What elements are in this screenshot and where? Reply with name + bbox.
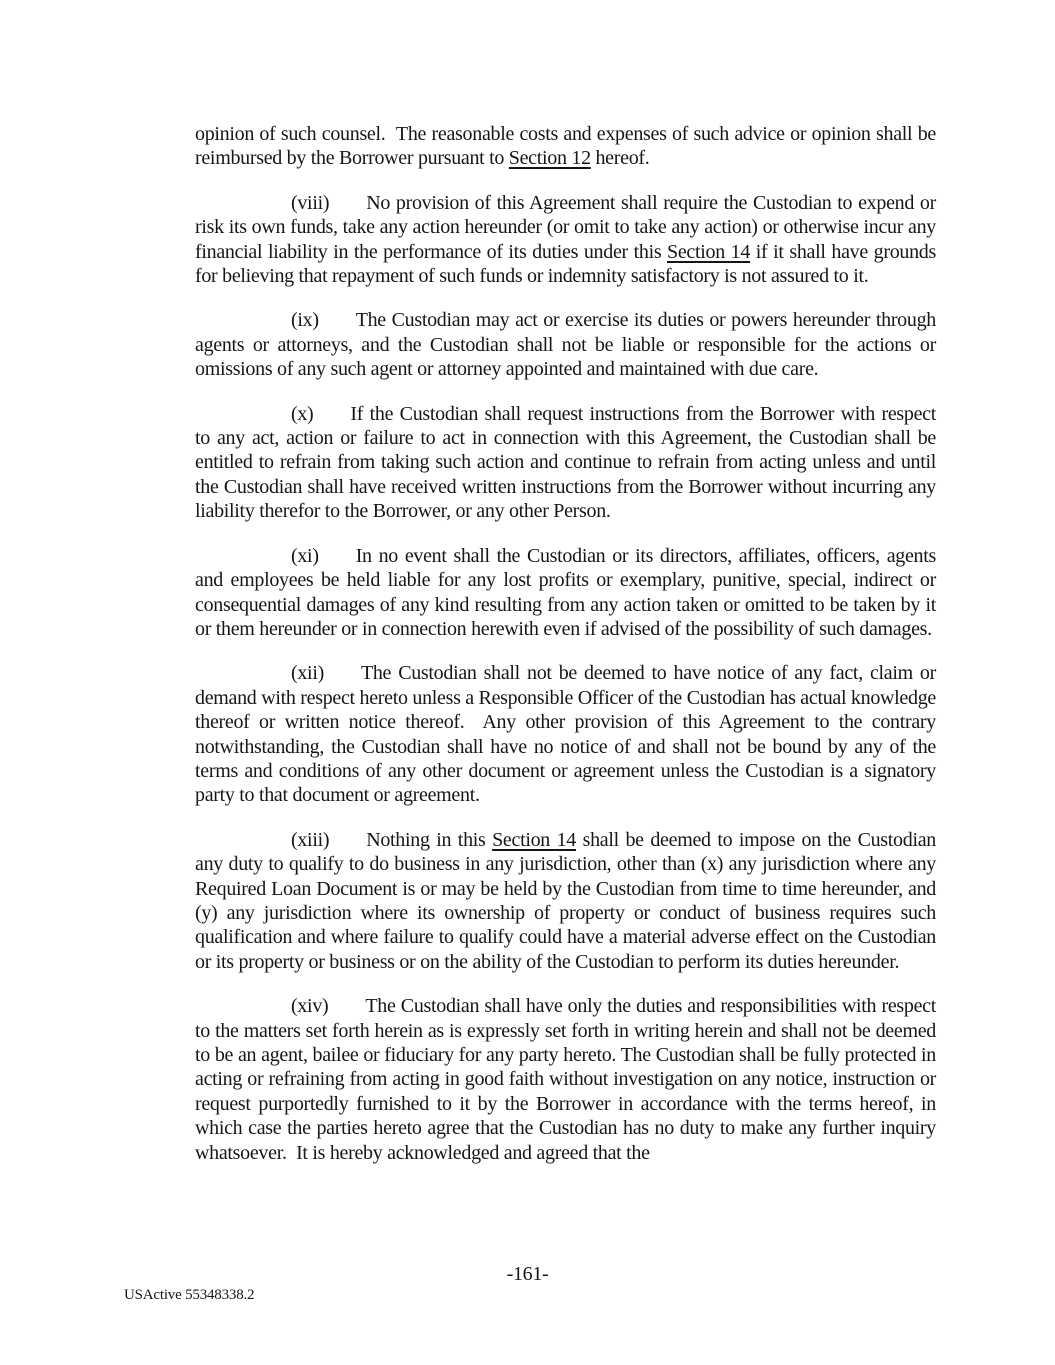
- footer-page-number: -161-: [506, 1263, 549, 1285]
- paragraph-marker: (xiii): [291, 828, 330, 851]
- paragraph-marker: (x): [291, 402, 314, 425]
- paragraph-text: shall be deemed to impose on the Custodian any duty to qualify to do business in any jurisdiction, other than (x) any jurisdiction where any Required Loan Document is or may be held by the Custodian from time to time hereunder, and (y) any jurisdiction where its ownership of property or conduct of business requires such qualification and where failure to qualify could have a material adverse effect on the Custodian or its property or business or on the ability of the Custodian to perform its duties hereunder.: [195, 828, 936, 973]
- paragraph-text: Nothing in this: [366, 828, 493, 851]
- paragraph-text: In no event shall the Custodian or its directors, affiliates, officers, agents and employees be held liable for any lost profits or exemplary, punitive, special, indirect or consequential damages of any kind resulting from any action taken or omitted to be taken by it or them hereunder or in connection herewith even if advised of the possibility of such damages.: [195, 544, 936, 640]
- paragraph-marker: (xii): [291, 662, 324, 685]
- footer-doc-id: USActive 55348338.2: [124, 1287, 255, 1303]
- paragraph-marker: (xi): [291, 544, 319, 567]
- paragraph-text: The Custodian shall not be deemed to have notice of any fact, claim or demand with respect hereto unless a Responsible Officer of the Custodian has actual knowledge thereof or written notice thereof. Any other provision of this Agreement to the contrary notwithstanding, the Custodian shall have no notice of and shall not be bound by any of the terms and conditions of any other document or agreement unless the Custodian is a signatory party to that document or agreement.: [195, 662, 936, 807]
- paragraph-text: If the Custodian shall request instructions from the Borrower with respect to any act, action or failure to act in connection with this Agreement, the Custodian shall be entitled to refrain from taking such action and continue to refrain from acting unless and until the Custodian shall have received written instructions from the Borrower without incurring any liability therefor to the Borrower, or any other Person.: [195, 402, 936, 523]
- paragraph-marker: (xiv): [291, 995, 329, 1018]
- paragraph-xiv: [195, 994, 936, 1165]
- paragraph-xii: [195, 661, 936, 807]
- paragraph-x: [195, 402, 936, 524]
- paragraph-marker: (viii): [291, 191, 330, 214]
- section-reference: Section 12: [508, 147, 591, 170]
- paragraph-ix: [195, 308, 936, 381]
- paragraph-text: opinion of such counsel. The reasonable costs and expenses of such advice or opinion shall be reimbursed by the Borrower pursuant to: [195, 123, 936, 170]
- paragraph-continuation: [195, 122, 936, 171]
- paragraph-text: The Custodian may act or exercise its duties or powers hereunder through agents or attorneys, and the Custodian shall not be liable or responsible for the actions or omissions of any such agent or attorney appointed and maintained with due care.: [195, 309, 936, 381]
- paragraph-xi: [195, 544, 936, 642]
- paragraph-viii: [195, 191, 936, 289]
- paragraph-text: if it shall have grounds for believing that repayment of such funds or indemnity satisfactory is not assured to it.: [195, 240, 936, 288]
- section-reference: Section 14: [492, 828, 576, 851]
- document-body: [195, 122, 936, 1185]
- section-reference: Section 14: [667, 240, 751, 263]
- paragraph-text: hereof.: [590, 147, 650, 170]
- paragraph-xiii: [195, 828, 936, 974]
- paragraph-text: The Custodian shall have only the duties and responsibilities with respect to the matters set forth herein as is expressly set forth in writing herein and shall not be deemed to be an agent, bailee or fiduciary for any party hereto. The Custodian shall be fully protected in acting or refraining from acting in good faith without investigation on any notice, instruction or request purportedly furnished to it by the Borrower in accordance with the terms hereof, in which case the parties hereto agree that the Custodian has no duty to make any further inquiry whatsoever. It is hereby acknowledged and agreed that the: [195, 995, 936, 1164]
- paragraph-marker: (ix): [291, 309, 319, 332]
- paragraph-text: No provision of this Agreement shall require the Custodian to expend or risk its own funds, take any action hereunder (or omit to take any action) or otherwise incur any financial liability in the performance of its duties under this: [195, 191, 936, 263]
